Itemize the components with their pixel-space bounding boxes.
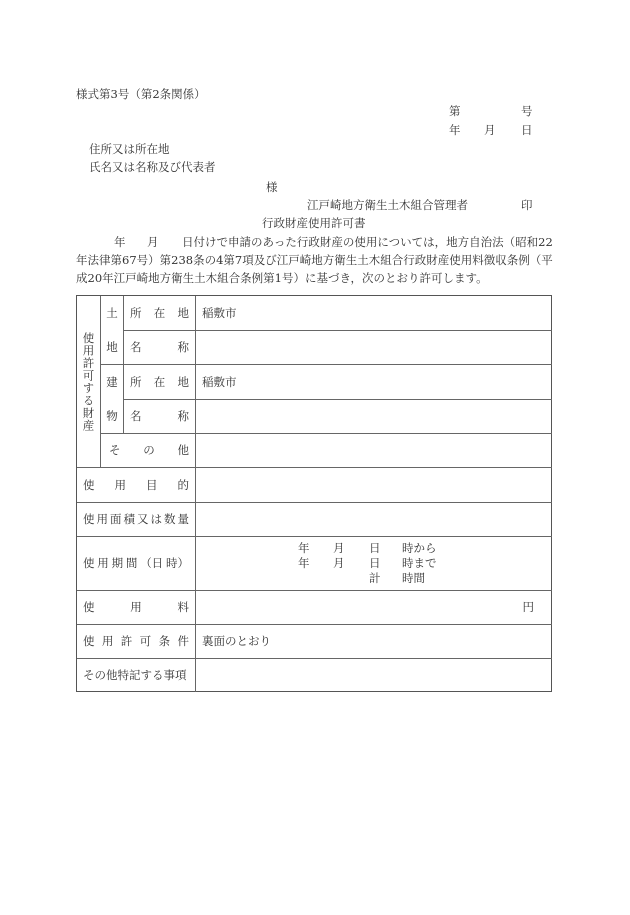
period-total-hours: 時間 [402,571,425,585]
label-char: 積 [123,512,135,526]
label-char: 可 [139,634,152,648]
building-location-value[interactable]: 稲敷市 [202,374,237,389]
number-prefix: 第 [449,104,461,118]
label-char: 使 [83,600,95,614]
land-label-2: 地 [106,340,118,354]
label-char: 在 [153,374,166,389]
conditions-label [77,624,195,658]
permit-table [76,295,552,692]
period-from-day: 日 [369,541,381,555]
label-char: 件 [177,634,189,648]
label-char: そ [109,443,121,457]
land-label-1: 土 [106,306,118,320]
label-char: 地 [177,374,189,389]
period-to-day: 日 [369,556,381,570]
period-from-year: 年 [298,541,310,555]
number-suffix: 号 [521,104,533,118]
period-label [77,536,195,590]
label-char: （日 [140,556,164,570]
period-from-hour: 時から [402,541,437,555]
document-title: 行政財産使用許可書 [262,216,366,230]
honorific: 様 [266,180,278,194]
label-char: 称 [177,409,189,423]
land-location-label [124,296,195,330]
seal-mark: 印 [521,198,533,212]
body-line-3: 成20年江戸崎地方衛生土木組合条例第1号）に基づき，次のとおり許可します。 [76,271,488,285]
divider [195,296,196,692]
label-char: 期 [111,556,124,570]
label-char: 料 [177,600,189,614]
label-char: 数 [164,512,176,526]
label-char: 面 [110,512,122,526]
purpose-value[interactable] [202,467,547,502]
label-char: 所 [130,374,142,389]
other-value[interactable] [202,433,547,467]
label-char: 使 [83,634,95,648]
fee-value[interactable] [196,590,552,624]
label-char: 名 [130,409,142,423]
building-location-label [124,364,195,399]
building-name-label [124,399,195,433]
label-char: 用 [101,634,114,648]
period-to-year: 年 [298,556,310,570]
label-char: 使 [83,512,95,526]
label-char: 間 [125,556,138,570]
label-char: 目 [146,477,158,492]
body-line-2: 年法律第67号）第238条の4第7項及び江戸崎地方衛生土木組合行政財産使用料徴収条例（平 [76,253,553,267]
label-char: 許 [120,634,133,648]
label-char: 用 [130,600,142,614]
label-char: 他 [177,443,189,457]
label-char: 称 [177,340,189,354]
label-char: 用 [97,556,109,570]
land-location-value[interactable]: 稲敷市 [202,306,237,320]
fee-unit: 円 [522,600,534,614]
building-label-2: 物 [106,409,118,423]
label-char: 的 [177,477,189,492]
label-char: 地 [177,306,189,320]
area-value[interactable] [202,502,547,536]
period-from-month: 月 [333,541,345,555]
date-year: 年 [449,123,461,137]
period-total-label: 計 [369,571,381,585]
fee-label [77,590,195,624]
body-line-1: 日付けで申請のあった行政財産の使用については，地方自治法（昭和22 [182,235,553,249]
date-month: 月 [484,123,496,137]
property-group-label: 使用許可する財産 [81,331,96,432]
remarks-label: その他特記する事項 [83,668,187,682]
conditions-value[interactable]: 裏面のとおり [202,634,271,648]
address-label: 住所又は所在地 [89,142,170,156]
label-char: の [143,443,155,457]
label-char: 使 [83,477,95,492]
other-label [101,433,195,467]
period-to-hour: 時まで [402,556,437,570]
land-name-value[interactable] [202,330,547,364]
date-day: 日 [521,123,533,137]
building-name-value[interactable] [202,399,547,433]
body-month: 月 [147,235,159,249]
label-char: 用 [96,512,108,526]
label-char: 名 [130,340,142,354]
form-number: 様式第3号（第2条関係） [76,87,206,101]
period-value[interactable] [196,537,552,590]
area-label [77,502,195,536]
building-label-1: 建 [106,374,118,389]
label-char: 又 [137,512,149,526]
land-name-label [124,330,195,364]
issuer-name: 江戸崎地方衛生土木組合管理者 [307,198,468,212]
label-char: は [150,512,162,526]
label-char: 用 [114,477,126,492]
body-year: 年 [114,235,126,249]
label-char: 所 [130,306,142,320]
label-char: 使 [83,556,95,570]
label-char: 在 [153,306,166,320]
label-char: 量 [177,512,189,526]
label-char: 条 [158,634,171,648]
purpose-label [77,467,195,502]
name-label: 氏名又は名称及び代表者 [89,160,216,174]
remarks-value[interactable] [202,658,547,692]
period-to-month: 月 [333,556,345,570]
label-char: 時） [165,556,189,570]
